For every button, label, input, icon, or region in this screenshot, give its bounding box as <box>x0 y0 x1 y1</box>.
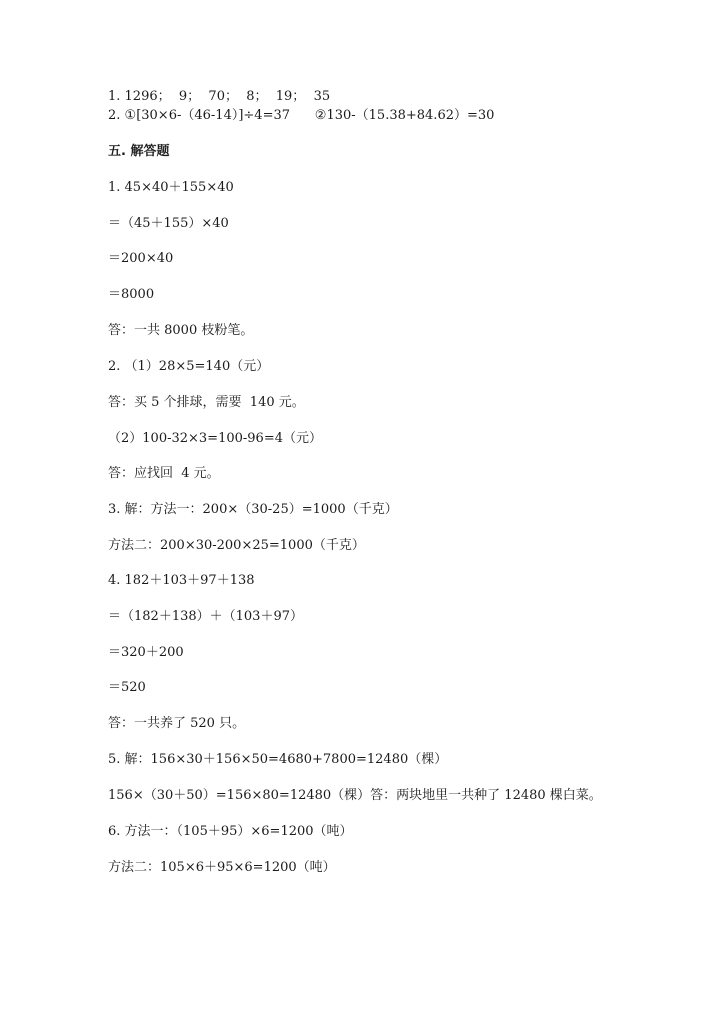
solution-4-line-2: ＝（182＋138）＋（103＋97） <box>108 609 303 624</box>
answer-line-1: 1. 1296； 9； 70； 8； 19； 35 <box>108 89 331 104</box>
solution-4-line-3: ＝320＋200 <box>108 645 184 660</box>
solution-2-answer-2: 答：应找回 4 元。 <box>108 466 220 481</box>
solution-3-method-2: 方法二：200×30-200×25=1000（千克） <box>108 538 365 553</box>
solution-1-line-3: ＝200×40 <box>108 251 174 266</box>
solution-5-line-1: 5. 解：156×30＋156×50=4680+7800=12480（棵） <box>108 752 448 767</box>
solution-1-line-1: 1. 45×40＋155×40 <box>108 180 234 195</box>
solution-3-method-1: 3. 解：方法一：200×（30-25）=1000（千克） <box>108 502 398 517</box>
solution-6-method-2: 方法二：105×6＋95×6=1200（吨） <box>108 860 336 875</box>
solution-4-line-4: ＝520 <box>108 680 146 695</box>
solution-4-line-1: 4. 182＋103＋97＋138 <box>108 573 255 588</box>
solution-1-answer: 答：一共 8000 枝粉笔。 <box>108 323 254 338</box>
solution-2-answer-1: 答：买 5 个排球，需要 140 元。 <box>108 395 305 410</box>
solution-4-answer: 答：一共养了 520 只。 <box>108 716 246 731</box>
solution-2-part-1: 2. （1）28×5=140（元） <box>108 359 270 374</box>
solution-5-line-2: 156×（30＋50）=156×80=12480（棵）答：两块地里一共种了 12480 棵白菜。 <box>108 788 602 803</box>
solution-1-line-4: ＝8000 <box>108 287 155 302</box>
solution-6-method-1: 6. 方法一：（105＋95）×6=1200（吨） <box>108 824 353 839</box>
section-heading: 五. 解答题 <box>108 144 170 159</box>
solution-2-part-2: （2）100-32×3=100-96=4（元） <box>108 431 322 446</box>
answer-line-2: 2. ①[30×6-（46-14）]÷4=37 ②130-（15.38+84.62）=30 <box>108 108 495 123</box>
solution-1-line-2: ＝（45＋155）×40 <box>108 216 229 231</box>
